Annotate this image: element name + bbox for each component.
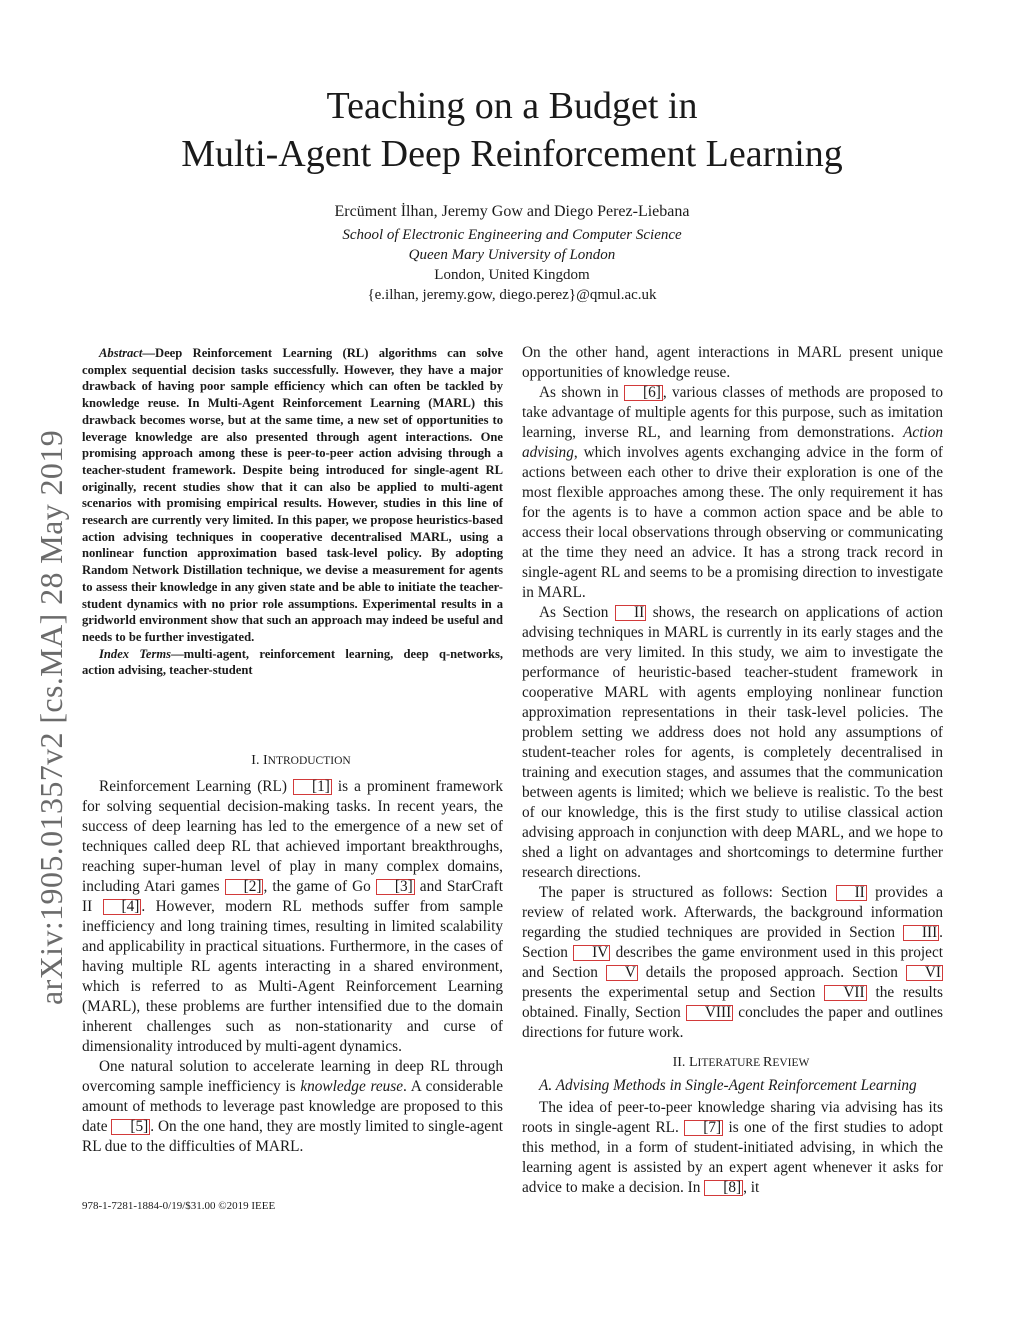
abstract-block xyxy=(82,345,503,679)
citation-link-1[interactable]: [1] xyxy=(293,779,332,795)
right-paragraph-2: As Section II shows, the research on applications of action advising techniques in MARL is currently in its early stages and the methods are very limited. In this study, we aim to investigate the performance of heuristic-based teacher-student framework in cooperative MARL with agents employing nonlinear function approximation representations in their task-level policies. The problem setting we address does not hold any assumptions of student-teacher roles for agents, is completely decentralised in training and execution stages, and assumes that the communication between agents is limited; which we believe is realistic. To the best of our knowledge, this is the first study to utilise classical action advising approach in conjunction with deep MARL, and we hope to shed a light on advantages and shortcomings to determine further research directions. xyxy=(522,604,943,881)
right-paragraph-3: The paper is structured as follows: Section II provides a review of related work. Afterwards, the background information regarding the studied techniques are provided in Section III . Section IV describes the game environment used in this project and Section V details the proposed approach. Section VI presents the experimental setup and Section VII the results obtained. Finally, Section VIII concludes the paper and outlines directions for future work. xyxy=(522,884,944,1041)
citation-link-5[interactable]: [5] xyxy=(111,1119,150,1135)
index-terms-paragraph xyxy=(82,646,503,679)
intro-paragraph-1: Reinforcement Learning (RL) [1] is a prominent framework for solving sequential decision-making tasks. In recent years, the success of deep learning has led to the emergence of a new set of techniques called deep RL that achieved important breakthroughs, reaching super-human level of play in many complex domains, including Atari games [2] , the game of Go [3] and StarCraft II [4] . However, modern RL methods suffer from sample inefficiency and long training times, resulting in limited scalability and applicability in practical situations. Furthermore, in the cases of having multiple RL agents interacting in a shared environment, which is referred to as Multi-Agent Reinforcement Learning (MARL), these problems are further intensified due to the domain inherent challenges such as non-stationarity and curse of dimensionality introduced by multi-agent dynamics. xyxy=(82,778,503,1055)
citation-link-7[interactable]: [7] xyxy=(684,1120,723,1136)
section-link-2[interactable]: II xyxy=(615,605,646,621)
right-paragraph-0: On the other hand, agent interactions in MARL present unique opportunities of knowledge reuse. xyxy=(522,344,943,381)
section-link-4[interactable]: IV xyxy=(573,945,610,961)
section-heading-literature-review: II. LITERATURE REVIEW xyxy=(672,1055,810,1070)
section-heading-introduction: I. INTRODUCTION xyxy=(251,753,351,768)
section-link-8[interactable]: VIII xyxy=(686,1005,733,1021)
right-paragraph-4: The idea of peer-to-peer knowledge sharing via advising has its roots in single-agent RL. [7] is one of the first studies to adopt this method, in a form of student-initiated advising, in which the learning agent is assisted by an expert agent whenever it asks for advice to make a decision. In [8] , it xyxy=(522,1099,943,1196)
section-link-2b[interactable]: II xyxy=(836,885,867,901)
citation-link-4[interactable]: [4] xyxy=(103,899,142,915)
left-body xyxy=(82,751,503,1157)
section-link-3[interactable]: III xyxy=(903,925,939,941)
index-terms-label: Index Terms xyxy=(99,646,172,661)
author-location: London, United Kingdom xyxy=(434,267,590,283)
right-body xyxy=(522,343,943,1198)
paper-title-line-1: Teaching on a Budget in xyxy=(326,85,698,127)
section-link-5[interactable]: V xyxy=(606,965,638,981)
section-link-6[interactable]: VI xyxy=(906,965,943,981)
right-paragraph-1: As shown in [6] , various classes of methods are proposed to take advantage of multiple agents for this purpose, such as imitation learning, inverse RL, and learning from demonstrations. Action advising, which involves agents exchanging advice in the form of actions between each other to drive their exploration is one of the most flexible approaches among these. The only requirement it has for the agents is to have a common action space and be able to access their local observations through observing or communicating at the time they need an advice. It has a strong track record in single-agent RL and seems to be a promising direction to investigate in MARL. xyxy=(522,384,943,601)
index-terms-text: —multi-agent, reinforcement learning, deep q-networks, action advising, teacher-student xyxy=(82,646,504,678)
arxiv-stamp: arXiv:1905.01357v2 [cs.MA] 28 May 2019 xyxy=(33,429,69,1005)
abstract-label: Abstract xyxy=(99,346,143,360)
author-affiliation-school: School of Electronic Engineering and Computer Science xyxy=(342,227,682,243)
author-affiliation-university: Queen Mary University of London xyxy=(408,247,616,263)
author-names: Ercüment İlhan, Jeremy Gow and Diego Perez-Liebana xyxy=(334,203,690,220)
citation-link-6[interactable]: [6] xyxy=(624,385,663,401)
subsection-heading-a: A. Advising Methods in Single-Agent Reinforcement Learning xyxy=(539,1077,917,1094)
abstract-paragraph xyxy=(82,345,503,646)
citation-link-2[interactable]: [2] xyxy=(225,879,264,895)
abstract-text: —Deep Reinforcement Learning (RL) algorithms can solve complex sequential decision tasks successfully. However, they have a major drawback of having poor sample efficiency which can often be tackled by knowledge reuse. In Multi-Agent Reinforcement Learning (MARL) this drawback becomes worse, but at the same time, a new set of opportunities to leverage knowledge are also presented through agent interactions. One promising approach among these is peer-to-peer action advising through a teacher-student framework. Despite being introduced for single-agent RL originally, recent studies show that it can also be applied to multi-agent scenarios with promising empirical results. However, studies in this line of research are currently very limited. In this paper, we propose heuristics-based action advising techniques in cooperative decentralised MARL, using a nonlinear function approximation based task-level policy. By adopting Random Network Distillation technique, we devise a measurement for agents to assess their knowledge in any given state and be able to initiate the teacher-student dynamics with no prior role assumptions. Experimental results in a gridworld environment show that such an approach may indeed be useful and needs to be further investigated. xyxy=(82,346,503,644)
paper-title-line-2: Multi-Agent Deep Reinforcement Learning xyxy=(181,133,843,175)
citation-link-8[interactable]: [8] xyxy=(704,1180,743,1196)
section-link-7[interactable]: VII xyxy=(824,985,866,1001)
intro-paragraph-2: One natural solution to accelerate learning in deep RL through overcoming sample inefficiency is knowledge reuse. A considerable amount of methods to leverage past knowledge are proposed to this date [5] . On the one hand, they are mostly limited to single-agent RL due to the difficulties of MARL. xyxy=(82,1058,503,1155)
author-emails: {e.ilhan, jeremy.gow, diego.perez}@qmul.ac.uk xyxy=(367,287,657,303)
copyright-footer: 978-1-7281-1884-0/19/$31.00 ©2019 IEEE xyxy=(82,1200,276,1212)
citation-link-3[interactable]: [3] xyxy=(376,879,415,895)
